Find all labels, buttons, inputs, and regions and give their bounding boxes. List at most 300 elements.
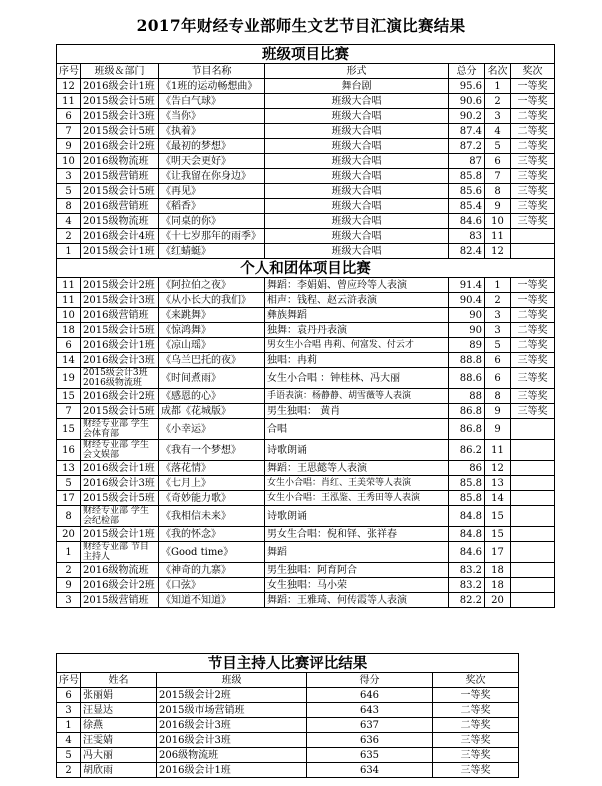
table-cell: 《红蜻蜓》: [159, 244, 265, 259]
table-cell: 88.6: [449, 368, 485, 389]
table-cell: 15: [57, 389, 81, 404]
table-cell: 《知道不知道》: [159, 593, 265, 608]
column-header: 班级＆部门: [81, 64, 159, 79]
table-cell: 成都《花城版》: [159, 404, 265, 419]
table-cell: 2016级会计3班: [157, 733, 307, 748]
table-cell: 班级大合唱: [265, 244, 449, 259]
table-cell: 5: [57, 184, 81, 199]
table-cell: 2015级会计2班: [81, 278, 159, 293]
table-row: [57, 506, 555, 527]
table-cell: 11: [57, 278, 81, 293]
table-cell: 2015级会计5班: [81, 184, 159, 199]
table-cell: 三等奖: [511, 404, 555, 419]
table-cell: 6: [485, 154, 511, 169]
table-row: [57, 109, 555, 124]
table-cell: 《当你》: [159, 109, 265, 124]
table-row: [57, 278, 555, 293]
table-cell: 16: [57, 440, 81, 461]
section-heading-row: [57, 45, 555, 64]
table-cell: 85.4: [449, 199, 485, 214]
table-cell: 7: [57, 124, 81, 139]
table-cell: 91.4: [449, 278, 485, 293]
table-cell: 1: [485, 79, 511, 94]
table-cell: 《小幸运》: [159, 419, 265, 440]
results-table: [56, 44, 555, 608]
section-heading-row: [57, 654, 519, 673]
column-header: 总分: [449, 64, 485, 79]
table-cell: 11: [485, 229, 511, 244]
table-cell: 《十七岁那年的雨季》: [159, 229, 265, 244]
table-row: [57, 229, 555, 244]
table-cell: 《最初的梦想》: [159, 139, 265, 154]
table-cell: 2015级会计5班: [81, 94, 159, 109]
table-cell: 班级大合唱: [265, 169, 449, 184]
table-cell: 《惊鸿舞》: [159, 323, 265, 338]
table-cell: 《感恩的心》: [159, 389, 265, 404]
table-cell: 张丽娟: [81, 688, 157, 703]
table-cell: 5: [57, 476, 81, 491]
table-cell: 85.8: [449, 491, 485, 506]
table-cell: 3: [485, 323, 511, 338]
table-cell: 3: [57, 169, 81, 184]
table-cell: 《口弦》: [159, 578, 265, 593]
table-cell: 2016级营销班: [81, 199, 159, 214]
table-cell: 2015级会计5班: [81, 404, 159, 419]
table-cell: 83: [449, 229, 485, 244]
table-cell: 5: [57, 748, 81, 763]
table-cell: 一等奖: [511, 293, 555, 308]
table-cell: 88.8: [449, 353, 485, 368]
table-cell: 9: [485, 419, 511, 440]
table-cell: 《Good time》: [159, 542, 265, 563]
table-cell: 诗歌朗诵: [265, 506, 449, 527]
table-cell: 《明天会更好》: [159, 154, 265, 169]
table-cell: 2: [57, 763, 81, 778]
table-cell: 17: [485, 542, 511, 563]
table-cell: 三等奖: [511, 199, 555, 214]
table-cell: 2016级营销班: [81, 308, 159, 323]
table-cell: 20: [485, 593, 511, 608]
table-cell: 9: [485, 404, 511, 419]
table-cell: 班级大合唱: [265, 229, 449, 244]
section-heading: 节目主持人比赛评比结果: [57, 654, 519, 673]
table-cell: 《我有一个梦想》: [159, 440, 265, 461]
table-cell: 95.6: [449, 79, 485, 94]
table-cell: 2015级市场营销班: [157, 703, 307, 718]
table-cell: 87.4: [449, 124, 485, 139]
table-cell: 女生独唱：马小荣: [265, 578, 449, 593]
table-cell: 汪雯婧: [81, 733, 157, 748]
table-cell: 86.8: [449, 404, 485, 419]
column-header: 形式: [265, 64, 449, 79]
table-cell: 8: [57, 199, 81, 214]
table-cell: 3: [485, 109, 511, 124]
table-cell: 2015级会计5班: [81, 124, 159, 139]
table-cell: [511, 527, 555, 542]
table-cell: 11: [57, 94, 81, 109]
table-cell: 《时间煮雨》: [159, 368, 265, 389]
table-row: [57, 688, 519, 703]
table-cell: 2015级会计3班: [81, 109, 159, 124]
table-cell: 85.8: [449, 476, 485, 491]
table-cell: 2016级会计1班: [157, 763, 307, 778]
table-cell: 《1班的运动畅想曲》: [159, 79, 265, 94]
table-cell: 2016级会计1班: [81, 461, 159, 476]
table-cell: 男女生小合唱 冉莉、何富发、付云才: [265, 338, 449, 353]
table-cell: [511, 506, 555, 527]
table-cell: 19: [57, 368, 81, 389]
table-cell: 14: [57, 353, 81, 368]
table-cell: 86.8: [449, 419, 485, 440]
table-cell: 《凉山瑶》: [159, 338, 265, 353]
host-results-table: [56, 653, 519, 778]
table-cell: 《来跳舞》: [159, 308, 265, 323]
table-cell: [511, 593, 555, 608]
table-row: [57, 733, 519, 748]
table-cell: 88: [449, 389, 485, 404]
table-cell: 86.2: [449, 440, 485, 461]
table-cell: [511, 578, 555, 593]
table-row: [57, 476, 555, 491]
table-row: [57, 293, 555, 308]
column-header: 奖次: [511, 64, 555, 79]
table-cell: 646: [307, 688, 433, 703]
table-row: [57, 368, 555, 389]
table-cell: 舞蹈：王思懿等人表演: [265, 461, 449, 476]
table-cell: 11: [485, 440, 511, 461]
table-row: [57, 124, 555, 139]
table-cell: 《我的怀念》: [159, 527, 265, 542]
table-cell: 5: [485, 338, 511, 353]
table-row: [57, 389, 555, 404]
table-row: [57, 94, 555, 109]
table-row: [57, 184, 555, 199]
table-cell: 三等奖: [511, 353, 555, 368]
table-row: [57, 419, 555, 440]
table-row: [57, 139, 555, 154]
table-cell: 2016级会计2班: [81, 139, 159, 154]
table-cell: 2016级会计3班: [157, 718, 307, 733]
table-cell: [511, 244, 555, 259]
table-row: [57, 527, 555, 542]
table-cell: 637: [307, 718, 433, 733]
table-cell: 三等奖: [511, 214, 555, 229]
table-header-row: [57, 64, 555, 79]
table-cell: 三等奖: [511, 368, 555, 389]
table-cell: 2: [57, 229, 81, 244]
table-cell: 2016级会计2班: [81, 389, 159, 404]
table-cell: 徐燕: [81, 718, 157, 733]
table-cell: 《执着》: [159, 124, 265, 139]
table-cell: 636: [307, 733, 433, 748]
column-header: 奖次: [433, 673, 519, 688]
table-cell: 三等奖: [511, 154, 555, 169]
table-cell: 手语表演：杨静静、胡雪薇等人表演: [265, 389, 449, 404]
table-cell: 班级大合唱: [265, 109, 449, 124]
table-cell: 一等奖: [433, 688, 519, 703]
table-row: [57, 308, 555, 323]
table-cell: 二等奖: [511, 338, 555, 353]
column-header: 序号: [57, 673, 81, 688]
table-cell: 18: [485, 563, 511, 578]
column-header: 序号: [57, 64, 81, 79]
table-row: [57, 199, 555, 214]
table-cell: 4: [57, 733, 81, 748]
table-cell: 82.2: [449, 593, 485, 608]
table-cell: 9: [485, 199, 511, 214]
table-cell: 4: [485, 124, 511, 139]
table-cell: [511, 542, 555, 563]
table-cell: [511, 440, 555, 461]
table-cell: 汪显达: [81, 703, 157, 718]
table-cell: 2016级会计2班: [81, 578, 159, 593]
table-cell: 《从小长大的我们》: [159, 293, 265, 308]
table-cell: 2015级会计3班: [81, 293, 159, 308]
table-cell: 85.6: [449, 184, 485, 199]
section-heading: 班级项目比赛: [57, 45, 555, 64]
table-cell: 5: [485, 139, 511, 154]
table-cell: 2015级会计5班: [81, 323, 159, 338]
table-row: [57, 718, 519, 733]
table-cell: 206级物流班: [157, 748, 307, 763]
table-cell: 4: [57, 214, 81, 229]
table-cell: 1: [57, 244, 81, 259]
table-cell: 二等奖: [511, 308, 555, 323]
table-cell: 87.2: [449, 139, 485, 154]
table-cell: 12: [485, 244, 511, 259]
table-cell: 班级大合唱: [265, 139, 449, 154]
table-cell: 18: [57, 323, 81, 338]
page-title: 2017年财经专业部师生文艺节目汇演比赛结果: [136, 16, 466, 35]
table-cell: 90.2: [449, 109, 485, 124]
column-header: 得分: [307, 673, 433, 688]
table-cell: 一等奖: [511, 94, 555, 109]
table-cell: 冯大丽: [81, 748, 157, 763]
table-cell: 财经专业部 学生会文娱部: [81, 440, 159, 461]
table-cell: 男生独唱：阿育阿合: [265, 563, 449, 578]
table-cell: 10: [57, 308, 81, 323]
table-cell: 2016级会计3班: [81, 476, 159, 491]
table-cell: [511, 563, 555, 578]
table-cell: 14: [485, 491, 511, 506]
table-row: [57, 578, 555, 593]
table-cell: 女生小合唱：王泓鉴、王秀田等人表演: [265, 491, 449, 506]
table-cell: 89: [449, 338, 485, 353]
table-cell: 2016级会计1班: [81, 79, 159, 94]
table-cell: 83.2: [449, 563, 485, 578]
table-cell: 2016级会计4班: [81, 229, 159, 244]
table-cell: 85.8: [449, 169, 485, 184]
table-cell: 班级大合唱: [265, 214, 449, 229]
table-cell: 班级大合唱: [265, 184, 449, 199]
table-cell: 10: [57, 154, 81, 169]
table-cell: [511, 419, 555, 440]
table-cell: 1: [57, 542, 81, 563]
table-cell: 三等奖: [433, 763, 519, 778]
table-cell: 女生小合唱：肖红、王美荣等人表演: [265, 476, 449, 491]
table-cell: 《稻香》: [159, 199, 265, 214]
table-cell: 83.2: [449, 578, 485, 593]
table-cell: 二等奖: [433, 703, 519, 718]
table-cell: 2: [485, 293, 511, 308]
table-cell: 87: [449, 154, 485, 169]
table-cell: 2015级营销班: [81, 169, 159, 184]
table-row: [57, 353, 555, 368]
table-cell: 三等奖: [433, 748, 519, 763]
table-cell: 班级大合唱: [265, 154, 449, 169]
table-cell: 90: [449, 308, 485, 323]
table-row: [57, 563, 555, 578]
table-cell: 《阿拉伯之夜》: [159, 278, 265, 293]
table-cell: 2015级会计1班: [81, 527, 159, 542]
table-cell: 15: [485, 527, 511, 542]
column-header: 姓名: [81, 673, 157, 688]
table-cell: 6: [57, 338, 81, 353]
table-cell: 15: [57, 419, 81, 440]
table-cell: 9: [57, 139, 81, 154]
table-cell: 13: [485, 476, 511, 491]
table-cell: 634: [307, 763, 433, 778]
table-cell: 诗歌朗诵: [265, 440, 449, 461]
table-cell: 二等奖: [511, 109, 555, 124]
table-cell: 独舞：袁丹丹表演: [265, 323, 449, 338]
table-cell: 彝族舞蹈: [265, 308, 449, 323]
table-cell: 643: [307, 703, 433, 718]
table-row: [57, 748, 519, 763]
table-cell: 6: [485, 353, 511, 368]
table-cell: 《落花情》: [159, 461, 265, 476]
table-cell: 《同桌的你》: [159, 214, 265, 229]
table-cell: 一等奖: [511, 278, 555, 293]
table-cell: 3: [57, 593, 81, 608]
table-cell: 1: [57, 718, 81, 733]
table-cell: 3: [485, 308, 511, 323]
table-cell: 18: [485, 578, 511, 593]
table-cell: 2015级会计2班: [157, 688, 307, 703]
table-cell: 胡欣雨: [81, 763, 157, 778]
table-cell: 男生独唱： 黄肖: [265, 404, 449, 419]
table-cell: 2: [485, 94, 511, 109]
table-cell: 11: [57, 293, 81, 308]
table-cell: 二等奖: [511, 139, 555, 154]
table-cell: 2015级会计3班 2016级物流班: [81, 368, 159, 389]
table-cell: 13: [57, 461, 81, 476]
table-cell: 90.6: [449, 94, 485, 109]
table-cell: 2015级会计5班: [81, 491, 159, 506]
table-cell: 三等奖: [511, 169, 555, 184]
table-cell: 三等奖: [511, 184, 555, 199]
table-cell: 12: [485, 461, 511, 476]
table-cell: 2016级物流班: [81, 154, 159, 169]
table-cell: 《神奇的九寨》: [159, 563, 265, 578]
table-cell: 90.4: [449, 293, 485, 308]
column-header: 班级: [157, 673, 307, 688]
table-row: [57, 154, 555, 169]
table-cell: 三等奖: [433, 733, 519, 748]
table-cell: 《七月上》: [159, 476, 265, 491]
table-cell: 12: [57, 79, 81, 94]
table-cell: 84.6: [449, 214, 485, 229]
table-cell: 8: [485, 184, 511, 199]
table-cell: 《乌兰巴托的夜》: [159, 353, 265, 368]
table-cell: 2: [57, 563, 81, 578]
table-cell: 90: [449, 323, 485, 338]
table-cell: 一等奖: [511, 79, 555, 94]
column-header: 节目名称: [159, 64, 265, 79]
section-heading: 个人和团体项目比赛: [57, 259, 555, 278]
table-cell: 9: [57, 578, 81, 593]
table-cell: 8: [485, 389, 511, 404]
table-cell: 《奇妙能力歌》: [159, 491, 265, 506]
table-row: [57, 323, 555, 338]
table-cell: 财经专业部 学生会体育部: [81, 419, 159, 440]
table-cell: 82.4: [449, 244, 485, 259]
table-row: [57, 244, 555, 259]
table-cell: 《再见》: [159, 184, 265, 199]
table-cell: 《告白气球》: [159, 94, 265, 109]
table-cell: [511, 476, 555, 491]
table-cell: 84.8: [449, 506, 485, 527]
table-cell: 2015级营销班: [81, 593, 159, 608]
table-cell: 2016级物流班: [81, 563, 159, 578]
table-cell: 635: [307, 748, 433, 763]
table-cell: 6: [485, 368, 511, 389]
table-cell: 7: [485, 169, 511, 184]
table-cell: 17: [57, 491, 81, 506]
table-cell: 2016级会计1班: [81, 338, 159, 353]
table-cell: 财经专业部 节目主持人: [81, 542, 159, 563]
table-cell: 10: [485, 214, 511, 229]
table-cell: 独唱：冉莉: [265, 353, 449, 368]
column-header: 名次: [485, 64, 511, 79]
table-cell: 2015级会计1班: [81, 244, 159, 259]
table-cell: 舞台剧: [265, 79, 449, 94]
table-cell: 84.8: [449, 527, 485, 542]
table-cell: 86: [449, 461, 485, 476]
table-cell: 三等奖: [511, 389, 555, 404]
table-cell: 2016级会计3班: [81, 353, 159, 368]
table-row: [57, 404, 555, 419]
table-cell: 8: [57, 506, 81, 527]
table-row: [57, 491, 555, 506]
table-cell: 2015级物流班: [81, 214, 159, 229]
table-row: [57, 79, 555, 94]
table-cell: 女生小合唱 ：钟桂林、冯大丽: [265, 368, 449, 389]
table-cell: 《我相信未来》: [159, 506, 265, 527]
table-cell: 84.6: [449, 542, 485, 563]
table-cell: 6: [57, 688, 81, 703]
table-header-row: [57, 673, 519, 688]
table-cell: 男女生合唱：倪和铎、张祥春: [265, 527, 449, 542]
table-row: [57, 542, 555, 563]
table-row: [57, 338, 555, 353]
table-row: [57, 763, 519, 778]
table-cell: 1: [485, 278, 511, 293]
table-cell: 二等奖: [511, 124, 555, 139]
table-cell: 合唱: [265, 419, 449, 440]
table-cell: 班级大合唱: [265, 94, 449, 109]
table-cell: 舞蹈：李娟娟、曾应玲等人表演: [265, 278, 449, 293]
table-cell: 20: [57, 527, 81, 542]
table-row: [57, 214, 555, 229]
table-cell: 二等奖: [511, 323, 555, 338]
table-cell: 舞蹈：王雅琦、何传霞等人表演: [265, 593, 449, 608]
table-cell: [511, 491, 555, 506]
table-cell: 7: [57, 404, 81, 419]
table-row: [57, 593, 555, 608]
table-cell: [511, 229, 555, 244]
table-row: [57, 440, 555, 461]
